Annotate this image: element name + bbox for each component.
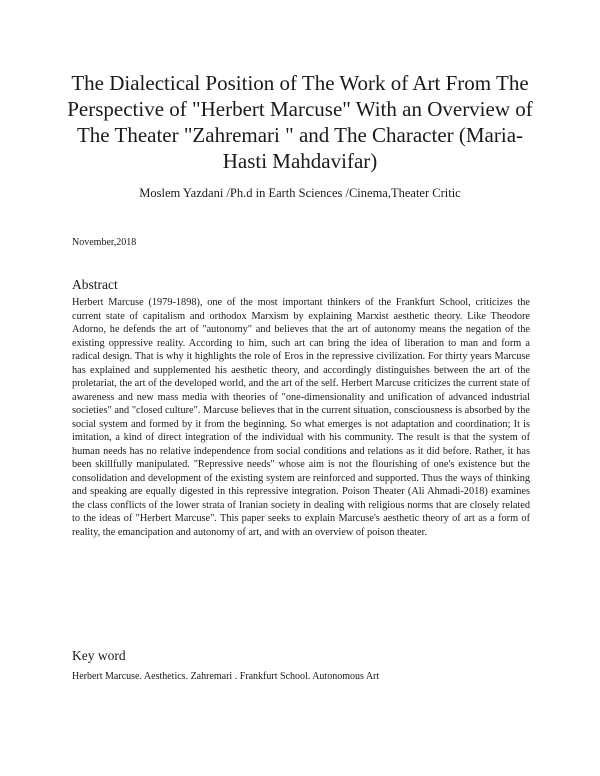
keyword-heading: Key word	[72, 648, 126, 663]
publication-date: November,2018	[72, 237, 137, 248]
paper-title: The Dialectical Position of The Work of Art From The Perspective of "Herbert Marcuse" With an Overview of The Theater "Zahremari " and The Character (Maria- Hasti Mahdavifar)	[67, 71, 533, 173]
abstract-body: Herbert Marcuse (1979-1898), one of the most important thinkers of the Frankfurt School, criticizes the current state of capitalism and orthodox Marxism by explaining Marxist aesthetic theory. Like Theodore Adorno, he defends the art of "autonomy" and believes that the art of autonomy means the negation of the existing oppressive reality. According to him, such art can bring the idea of liberation to man and form a radical design. That is why it highlights the role of Eros in the repressive civilization. For thirty years Marcuse has explained and supplemented his aesthetic theory, and accordingly distinguishes between the art of the proletariat, the art of the developed world, and the art of the self. Herbert Marcuse criticizes the current state of awareness and new mass media with theories of "one-dimensionality and unification of advanced industrial societies" and "closed culture". Marcuse believes that in the current situation, consciousness is absorbed by the social system and formed by it from the beginning. So what emerges is not adaptation and coordination; It is imitation, a kind of direct integration of the individual with his community. The result is that the system of human needs has no relative independence from social conditions and relations as it did before. Rather, it has been skillfully manipulated. "Repressive needs" whose aim is not the flourishing of one's existence but the consolidation and development of the existing system are reinforced and supported. Thus the ways of thinking and speaking are equally digested in this repressive integration. Poison Theater (Ali Ahmadi-2018) examines the class conflicts of the lower strata of Iranian society in dealing with religious norms that are closely related to the ideas of "Herbert Marcuse". This paper seeks to explain Marcuse's aesthetic theory of art as a form of reality, the emancipation and autonomy of art, and with an overview of poison theater.	[72, 297, 530, 538]
keywords-list: Herbert Marcuse. Aesthetics. Zahremari . Frankfurt School. Autonomous Art	[72, 671, 380, 682]
author-line: Moslem Yazdani /Ph.d in Earth Sciences /Cinema,Theater Critic	[139, 186, 461, 200]
abstract-heading: Abstract	[72, 277, 118, 292]
